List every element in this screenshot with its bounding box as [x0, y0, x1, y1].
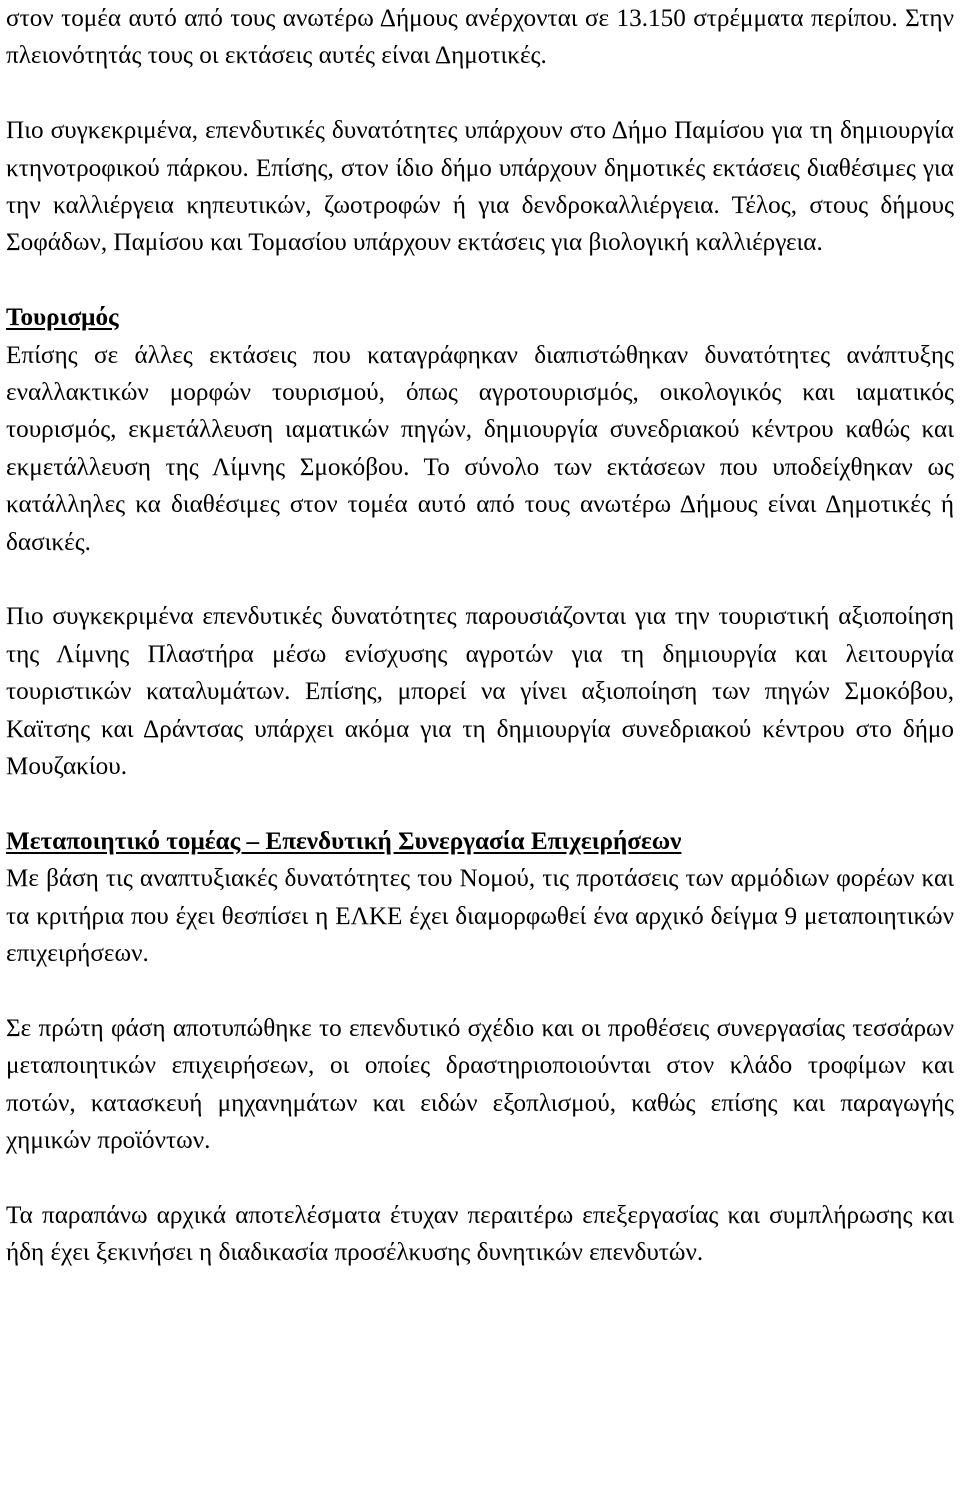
- document-page: [6, 0, 954, 1272]
- paragraph-tourism-1: Επίσης σε άλλες εκτάσεις που καταγράφηκαν διαπιστώθηκαν δυνατότητες ανάπτυξης εναλλακτικών μορφών τουρισμού, όπως αγροτουρισμός, οικολογικός και ιαματικός τουρισμός, εκμετάλλευση ιαματικών πηγών, δημιουργία συνεδριακού κέντρου καθώς και εκμετάλλευση της Λίμνης Σμοκόβου. Το σύνολο των εκτάσεων που υποδείχθηκαν ως κατάλληλες κα διαθέσιμες στον τομέα αυτό από τους ανωτέρω Δήμους είναι Δημοτικές ή δασικές.: [6, 341, 954, 556]
- paragraph-intro: στον τομέα αυτό από τους ανωτέρω Δήμους ανέρχονται σε 13.150 στρέμματα περίπου. Στην πλειονότητάς τους οι εκτάσεις αυτές είναι Δημοτικές.: [6, 5, 954, 70]
- paragraph-manufacturing-2: Σε πρώτη φάση αποτυπώθηκε το επενδυτικό σχέδιο και οι προθέσεις συνεργασίας τεσσάρων μεταποιητικών επιχειρήσεων, οι οποίες δραστηριοποιούνται στον κλάδο τροφίμων και ποτών, κατασκευή μηχανημάτων και ειδών εξοπλισμού, καθώς επίσης και παραγωγής χημικών προϊόντων.: [6, 1014, 954, 1155]
- paragraph-manufacturing-1: Με βάση τις αναπτυξιακές δυνατότητες του Νομού, τις προτάσεις των αρμόδιων φορέων και τα κριτήρια που έχει θεσπίσει η ΕΛΚΕ έχει διαμορφωθεί ένα αρχικό δείγμα 9 μεταποιητικών επιχειρήσεων.: [6, 865, 954, 968]
- paragraph-tourism-2: Πιο συγκεκριμένα επενδυτικές δυνατότητες παρουσιάζονται για την τουριστική αξιοποίηση της Λίμνης Πλαστήρα μέσω ενίσχυσης αγροτών για τη δημιουργία και λειτουργία τουριστικών καταλυμάτων. Επίσης, μπορεί να γίνει αξιοποίηση των πηγών Σμοκόβου, Καϊτσης και Δράντσας υπάρχει ακόμα για τη δημιουργία συνεδριακού κέντρου στο δήμο Μουζακίου.: [6, 603, 954, 781]
- heading-tourism: Τουρισμός: [6, 304, 119, 332]
- section-manufacturing: [6, 823, 954, 973]
- section-tourism: [6, 299, 954, 561]
- paragraph-agriculture: Πιο συγκεκριμένα, επενδυτικές δυνατότητες υπάρχουν στο Δήμο Παμίσου για τη δημιουργία κτηνοτροφικού πάρκου. Επίσης, στον ίδιο δήμο υπάρχουν δημοτικές εκτάσεις διαθέσιμες για την καλλιέργεια κηπευτικών, ζωοτροφών ή για δενδροκαλλιέργεια. Τέλος, στους δήμους Σοφάδων, Παμίσου και Τομασίου υπάρχουν εκτάσεις για βιολογική καλλιέργεια.: [6, 117, 954, 257]
- heading-manufacturing: Μεταποιητικό τομέας – Επενδυτική Συνεργασία Επιχειρήσεων: [6, 827, 682, 855]
- paragraph-manufacturing-3: Τα παραπάνω αρχικά αποτελέσματα έτυχαν περαιτέρω επεξεργασίας και συμπλήρωσης και ήδη έχει ξεκινήσει η διαδικασία προσέλκυσης δυνητικών επενδυτών.: [6, 1201, 954, 1267]
